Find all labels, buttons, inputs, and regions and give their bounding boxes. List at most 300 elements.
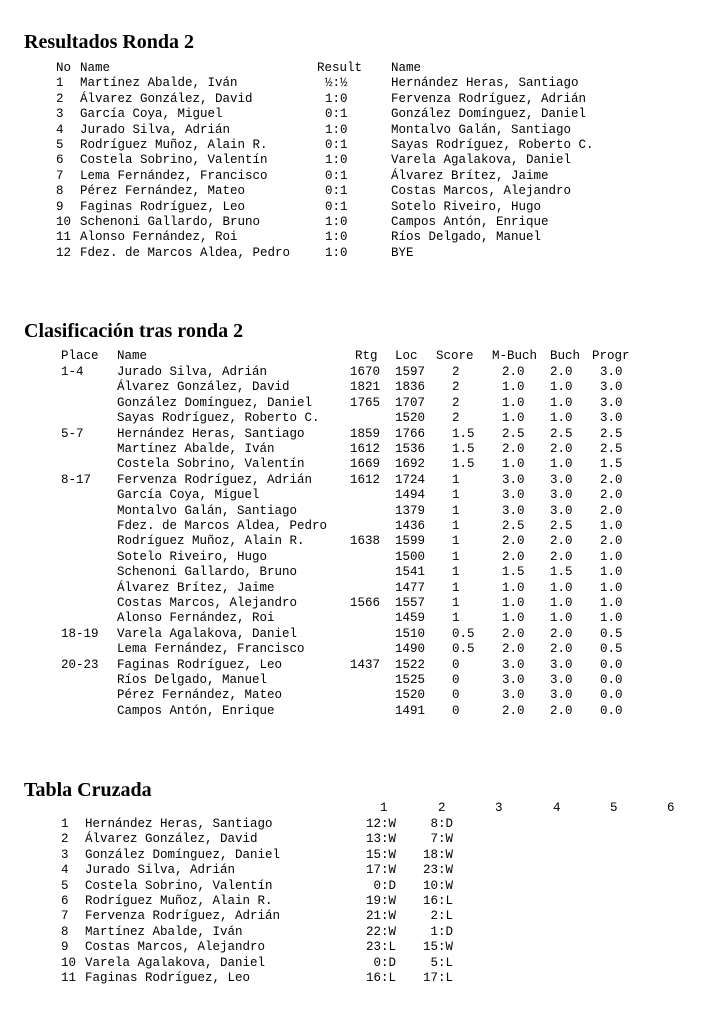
place: 20-23 xyxy=(61,657,99,672)
buchholz: 2.0 xyxy=(550,626,573,641)
round-2-result: 16:L xyxy=(422,894,453,908)
player-name: Rodríguez Muñoz, Alain R. xyxy=(85,894,273,908)
progressive: 0.0 xyxy=(600,703,623,718)
standings-row xyxy=(0,411,700,426)
buchholz: 1.0 xyxy=(550,580,573,595)
score: 1 xyxy=(452,565,460,580)
game-result: 0:1 xyxy=(325,138,348,152)
crosstable-row xyxy=(0,879,700,894)
header-name: Name xyxy=(117,349,148,363)
score: 1.5 xyxy=(452,457,475,472)
results-row xyxy=(0,76,700,91)
rating: 1669 xyxy=(349,457,380,472)
round-1-result: 22:W xyxy=(365,924,396,939)
median-buchholz: 3.0 xyxy=(502,472,525,487)
buchholz: 2.0 xyxy=(550,703,573,718)
rating: 1821 xyxy=(349,380,380,395)
local-rating: 1724 xyxy=(395,472,426,487)
progressive: 1.5 xyxy=(600,457,623,472)
board-number: 11 xyxy=(56,230,72,245)
crosstable-row xyxy=(0,909,700,924)
player-number: 11 xyxy=(61,971,77,985)
median-buchholz: 2.0 xyxy=(502,365,525,379)
header-buch: Buch xyxy=(550,349,581,363)
progressive: 1.0 xyxy=(600,611,623,626)
header-name-black: Name xyxy=(391,61,422,75)
rating: 1638 xyxy=(349,534,380,549)
round-1-result: 19:W xyxy=(365,894,396,908)
player-name: Schenoni Gallardo, Bruno xyxy=(117,565,298,580)
score: 1 xyxy=(452,534,460,549)
score: 1.5 xyxy=(452,442,475,456)
round-1-result: 15:W xyxy=(365,847,396,862)
player-name: Hernández Heras, Santiago xyxy=(85,817,273,831)
player-name: Lema Fernández, Francisco xyxy=(117,642,305,657)
local-rating: 1599 xyxy=(395,534,426,549)
player-name: Campos Antón, Enrique xyxy=(117,703,275,718)
player-name: Martínez Abalde, Iván xyxy=(117,442,275,456)
median-buchholz: 1.5 xyxy=(502,565,525,580)
game-result: 1:0 xyxy=(325,245,348,260)
white-player: Fdez. de Marcos Aldea, Pedro xyxy=(80,245,291,260)
buchholz: 2.5 xyxy=(550,519,573,533)
local-rating: 1436 xyxy=(395,519,426,533)
round-1-result: 0:D xyxy=(373,878,396,893)
player-number: 7 xyxy=(61,909,69,924)
rating: 1612 xyxy=(349,442,380,456)
player-name: Faginas Rodríguez, Leo xyxy=(85,971,251,985)
standings-row xyxy=(0,427,700,442)
standings-row xyxy=(0,642,700,657)
standings-row xyxy=(0,611,700,626)
buchholz: 1.0 xyxy=(550,395,573,410)
progressive: 2.0 xyxy=(600,472,623,487)
rating: 1566 xyxy=(349,596,380,610)
standings-row xyxy=(0,627,700,642)
player-number: 2 xyxy=(61,832,69,847)
progressive: 3.0 xyxy=(600,365,623,379)
white-player: Faginas Rodríguez, Leo xyxy=(80,199,246,214)
standings-row xyxy=(0,658,700,673)
buchholz: 2.0 xyxy=(550,365,573,379)
player-name: Varela Agalakova, Daniel xyxy=(85,955,266,970)
buchholz: 1.0 xyxy=(550,411,573,426)
header-no: No xyxy=(56,61,72,75)
local-rating: 1490 xyxy=(395,642,426,657)
black-player: Álvarez Brítez, Jaime xyxy=(391,168,549,183)
player-name: Ríos Delgado, Manuel xyxy=(117,673,268,687)
round-header: 1 xyxy=(380,801,388,815)
player-name: Jurado Silva, Adrián xyxy=(85,863,236,878)
round-2-result: 23:W xyxy=(422,863,453,878)
round-2-result: 8:D xyxy=(430,817,453,831)
progressive: 0.0 xyxy=(600,688,623,703)
crosstable-row xyxy=(0,848,700,863)
game-result: 1:0 xyxy=(325,91,348,106)
player-name: Fervenza Rodríguez, Adrián xyxy=(117,472,313,487)
board-number: 12 xyxy=(56,245,72,260)
game-result: 1:0 xyxy=(325,122,348,137)
player-name: Rodríguez Muñoz, Alain R. xyxy=(117,534,305,549)
game-result: 1:0 xyxy=(325,153,348,168)
local-rating: 1766 xyxy=(395,426,426,441)
white-player: Alonso Fernández, Roi xyxy=(80,230,238,245)
standings-row xyxy=(0,688,700,703)
results-row xyxy=(0,230,700,245)
player-name: Martínez Abalde, Iván xyxy=(85,924,243,939)
header-progr: Progr xyxy=(592,349,630,363)
black-player: Costas Marcos, Alejandro xyxy=(391,184,572,199)
median-buchholz: 3.0 xyxy=(502,657,525,672)
progressive: 1.0 xyxy=(600,549,623,564)
progressive: 3.0 xyxy=(600,395,623,410)
player-name: Fdez. de Marcos Aldea, Pedro xyxy=(117,519,328,533)
black-player: Ríos Delgado, Manuel xyxy=(391,230,542,245)
progressive: 2.0 xyxy=(600,503,623,518)
crosstable-row xyxy=(0,817,700,832)
player-name: González Domínguez, Daniel xyxy=(117,395,313,410)
round-header: 5 xyxy=(610,801,618,815)
player-name: Pérez Fernández, Mateo xyxy=(117,688,283,703)
round-header: 4 xyxy=(553,801,561,815)
crosstable-row xyxy=(0,894,700,909)
buchholz: 2.0 xyxy=(550,642,573,657)
round-2-result: 5:L xyxy=(430,955,453,970)
board-number: 5 xyxy=(56,138,64,152)
rating: 1670 xyxy=(349,365,380,379)
results-row xyxy=(0,246,700,261)
player-name: Sotelo Riveiro, Hugo xyxy=(117,549,268,564)
median-buchholz: 3.0 xyxy=(502,503,525,518)
median-buchholz: 2.0 xyxy=(502,642,525,657)
progressive: 2.5 xyxy=(600,426,623,441)
board-number: 4 xyxy=(56,122,64,137)
round-1-result: 23:L xyxy=(365,940,396,955)
game-result: 1:0 xyxy=(325,215,348,229)
standings-row xyxy=(0,504,700,519)
round-header: 3 xyxy=(495,801,503,815)
progressive: 2.0 xyxy=(600,488,623,503)
header-name-white: Name xyxy=(80,61,111,75)
results-row xyxy=(0,200,700,215)
black-player: Sotelo Riveiro, Hugo xyxy=(391,199,542,214)
buchholz: 2.0 xyxy=(550,549,573,564)
player-name: Álvarez González, David xyxy=(85,832,258,847)
median-buchholz: 1.0 xyxy=(502,395,525,410)
median-buchholz: 2.0 xyxy=(502,549,525,564)
score: 2 xyxy=(452,411,460,426)
player-name: Sayas Rodríguez, Roberto C. xyxy=(117,411,320,426)
rating: 1859 xyxy=(349,426,380,441)
buchholz: 3.0 xyxy=(550,673,573,687)
header-place: Place xyxy=(61,349,99,363)
progressive: 1.0 xyxy=(600,580,623,595)
median-buchholz: 3.0 xyxy=(502,688,525,703)
median-buchholz: 1.0 xyxy=(502,457,525,472)
player-number: 5 xyxy=(61,878,69,893)
score: 1 xyxy=(452,549,460,564)
black-player: Hernández Heras, Santiago xyxy=(391,76,579,91)
local-rating: 1510 xyxy=(395,626,426,641)
player-name: Costela Sobrino, Valentín xyxy=(117,457,305,472)
standings-row xyxy=(0,442,700,457)
median-buchholz: 1.0 xyxy=(502,596,525,610)
score: 2 xyxy=(452,365,460,379)
player-name: Hernández Heras, Santiago xyxy=(117,426,305,441)
crosstable-row xyxy=(0,971,700,986)
buchholz: 1.0 xyxy=(550,596,573,610)
standings-row xyxy=(0,673,700,688)
player-name: García Coya, Miguel xyxy=(117,488,260,503)
score: 1 xyxy=(452,488,460,503)
local-rating: 1520 xyxy=(395,411,426,426)
progressive: 1.0 xyxy=(600,596,623,610)
game-result: 0:1 xyxy=(325,168,348,183)
crosstable-row xyxy=(0,832,700,847)
white-player: Martínez Abalde, Iván xyxy=(80,76,238,91)
crosstable-row xyxy=(0,956,700,971)
progressive: 0.5 xyxy=(600,642,623,657)
standings-row xyxy=(0,457,700,472)
header-rtg: Rtg xyxy=(355,349,378,363)
round-1-result: 16:L xyxy=(365,971,396,985)
buchholz: 3.0 xyxy=(550,472,573,487)
place: 5-7 xyxy=(61,426,84,441)
median-buchholz: 1.0 xyxy=(502,580,525,595)
score: 0 xyxy=(452,657,460,672)
median-buchholz: 2.0 xyxy=(502,534,525,549)
header-result: Result xyxy=(317,61,363,75)
player-number: 6 xyxy=(61,894,69,908)
median-buchholz: 2.0 xyxy=(502,442,525,456)
board-number: 10 xyxy=(56,215,72,229)
board-number: 8 xyxy=(56,184,64,199)
player-name: Varela Agalakova, Daniel xyxy=(117,626,298,641)
results-row xyxy=(0,138,700,153)
player-name: Álvarez González, David xyxy=(117,380,290,395)
white-player: Pérez Fernández, Mateo xyxy=(80,184,246,199)
progressive: 0.0 xyxy=(600,673,623,687)
score: 1 xyxy=(452,472,460,487)
median-buchholz: 1.0 xyxy=(502,380,525,395)
local-rating: 1557 xyxy=(395,596,426,610)
standings-row xyxy=(0,534,700,549)
local-rating: 1494 xyxy=(395,488,426,503)
standings-row xyxy=(0,565,700,580)
standings-row xyxy=(0,550,700,565)
white-player: Schenoni Gallardo, Bruno xyxy=(80,215,261,229)
round-2-result: 7:W xyxy=(430,832,453,847)
black-player: Campos Antón, Enrique xyxy=(391,215,549,229)
median-buchholz: 2.0 xyxy=(502,626,525,641)
local-rating: 1536 xyxy=(395,442,426,456)
progressive: 2.5 xyxy=(600,442,623,456)
game-result: ½:½ xyxy=(325,76,348,91)
round-1-result: 0:D xyxy=(373,955,396,970)
round-1-result: 17:W xyxy=(365,863,396,878)
standings-header-row xyxy=(0,349,700,364)
player-name: Álvarez Brítez, Jaime xyxy=(117,580,275,595)
white-player: García Coya, Miguel xyxy=(80,107,223,122)
board-number: 2 xyxy=(56,91,64,106)
median-buchholz: 3.0 xyxy=(502,673,525,687)
local-rating: 1541 xyxy=(395,565,426,580)
buchholz: 3.0 xyxy=(550,503,573,518)
local-rating: 1379 xyxy=(395,503,426,518)
progressive: 0.0 xyxy=(600,657,623,672)
game-result: 0:1 xyxy=(325,184,348,199)
standings-row xyxy=(0,596,700,611)
standings-row xyxy=(0,704,700,719)
local-rating: 1520 xyxy=(395,688,426,703)
crosstable-title: Tabla Cruzada xyxy=(24,779,152,801)
results-header-row xyxy=(0,61,700,76)
white-player: Lema Fernández, Francisco xyxy=(80,168,268,183)
results-row xyxy=(0,153,700,168)
buchholz: 2.5 xyxy=(550,426,573,441)
round-header: 6 xyxy=(667,801,675,815)
local-rating: 1500 xyxy=(395,549,426,564)
buchholz: 2.0 xyxy=(550,534,573,549)
header-mbuch: M-Buch xyxy=(492,349,538,363)
black-player: Sayas Rodríguez, Roberto C. xyxy=(391,138,594,152)
standings-row xyxy=(0,365,700,380)
buchholz: 3.0 xyxy=(550,488,573,503)
board-number: 7 xyxy=(56,168,64,183)
player-name: Costas Marcos, Alejandro xyxy=(85,940,266,955)
place: 18-19 xyxy=(61,626,99,641)
standings-row xyxy=(0,519,700,534)
player-number: 8 xyxy=(61,924,69,939)
crosstable-row xyxy=(0,863,700,878)
player-number: 4 xyxy=(61,863,69,878)
results-row xyxy=(0,215,700,230)
player-name: Costas Marcos, Alejandro xyxy=(117,596,298,610)
player-name: Jurado Silva, Adrián xyxy=(117,365,268,379)
standings-row xyxy=(0,396,700,411)
median-buchholz: 3.0 xyxy=(502,488,525,503)
score: 1 xyxy=(452,611,460,626)
round-header: 2 xyxy=(438,801,446,815)
score: 0 xyxy=(452,703,460,718)
results-row xyxy=(0,184,700,199)
rating: 1765 xyxy=(349,395,380,410)
median-buchholz: 2.0 xyxy=(502,703,525,718)
score: 2 xyxy=(452,395,460,410)
buchholz: 3.0 xyxy=(550,657,573,672)
place: 1-4 xyxy=(61,365,84,379)
progressive: 3.0 xyxy=(600,380,623,395)
progressive: 0.5 xyxy=(600,626,623,641)
player-name: Montalvo Galán, Santiago xyxy=(117,503,298,518)
local-rating: 1459 xyxy=(395,611,426,626)
black-player: Varela Agalakova, Daniel xyxy=(391,153,572,168)
standings-row xyxy=(0,380,700,395)
median-buchholz: 2.5 xyxy=(502,519,525,533)
local-rating: 1707 xyxy=(395,395,426,410)
crosstable-row xyxy=(0,940,700,955)
player-name: Costela Sobrino, Valentín xyxy=(85,878,273,893)
board-number: 3 xyxy=(56,107,64,122)
game-result: 1:0 xyxy=(325,230,348,245)
round-2-result: 17:L xyxy=(422,971,453,985)
results-row xyxy=(0,169,700,184)
round-2-result: 18:W xyxy=(422,847,453,862)
score: 0 xyxy=(452,673,460,687)
median-buchholz: 1.0 xyxy=(502,611,525,626)
crosstable-row xyxy=(0,925,700,940)
standings-row xyxy=(0,488,700,503)
score: 0.5 xyxy=(452,626,475,641)
score: 2 xyxy=(452,380,460,395)
local-rating: 1836 xyxy=(395,380,426,395)
rating: 1612 xyxy=(349,472,380,487)
white-player: Jurado Silva, Adrián xyxy=(80,122,231,137)
round-1-result: 13:W xyxy=(365,832,396,847)
local-rating: 1522 xyxy=(395,657,426,672)
local-rating: 1692 xyxy=(395,457,426,472)
buchholz: 3.0 xyxy=(550,688,573,703)
round-1-result: 21:W xyxy=(365,909,396,924)
score: 1 xyxy=(452,580,460,595)
round-1-result: 12:W xyxy=(365,817,396,831)
results-row xyxy=(0,92,700,107)
header-loc: Loc xyxy=(395,349,418,363)
black-player: González Domínguez, Daniel xyxy=(391,107,587,122)
board-number: 1 xyxy=(56,76,64,91)
white-player: Álvarez González, David xyxy=(80,91,253,106)
round-2-result: 15:W xyxy=(422,940,453,955)
place: 8-17 xyxy=(61,472,92,487)
player-name: González Domínguez, Daniel xyxy=(85,847,281,862)
score: 1 xyxy=(452,596,460,610)
player-number: 10 xyxy=(61,955,77,970)
white-player: Costela Sobrino, Valentín xyxy=(80,153,268,168)
player-name: Alonso Fernández, Roi xyxy=(117,611,275,626)
black-player: Fervenza Rodríguez, Adrián xyxy=(391,91,587,106)
local-rating: 1491 xyxy=(395,703,426,718)
buchholz: 1.0 xyxy=(550,380,573,395)
player-name: Faginas Rodríguez, Leo xyxy=(117,657,283,672)
results-row xyxy=(0,107,700,122)
score: 1.5 xyxy=(452,426,475,441)
standings-title: Clasificación tras ronda 2 xyxy=(24,320,244,342)
progressive: 1.0 xyxy=(600,519,623,533)
board-number: 9 xyxy=(56,199,64,214)
score: 1 xyxy=(452,503,460,518)
score: 0 xyxy=(452,688,460,703)
rating: 1437 xyxy=(349,657,380,672)
board-number: 6 xyxy=(56,153,64,168)
crosstable-header-row xyxy=(0,801,700,816)
player-name: Fervenza Rodríguez, Adrián xyxy=(85,909,281,924)
game-result: 0:1 xyxy=(325,107,348,122)
player-number: 3 xyxy=(61,847,69,862)
results-title: Resultados Ronda 2 xyxy=(24,31,195,53)
progressive: 2.0 xyxy=(600,534,623,549)
black-player: Montalvo Galán, Santiago xyxy=(391,122,572,137)
header-score: Score xyxy=(436,349,474,363)
buchholz: 1.0 xyxy=(550,457,573,472)
local-rating: 1525 xyxy=(395,673,426,687)
score: 1 xyxy=(452,519,460,533)
standings-row xyxy=(0,473,700,488)
local-rating: 1477 xyxy=(395,580,426,595)
median-buchholz: 2.5 xyxy=(502,426,525,441)
player-number: 1 xyxy=(61,817,69,831)
results-row xyxy=(0,123,700,138)
standings-row xyxy=(0,581,700,596)
